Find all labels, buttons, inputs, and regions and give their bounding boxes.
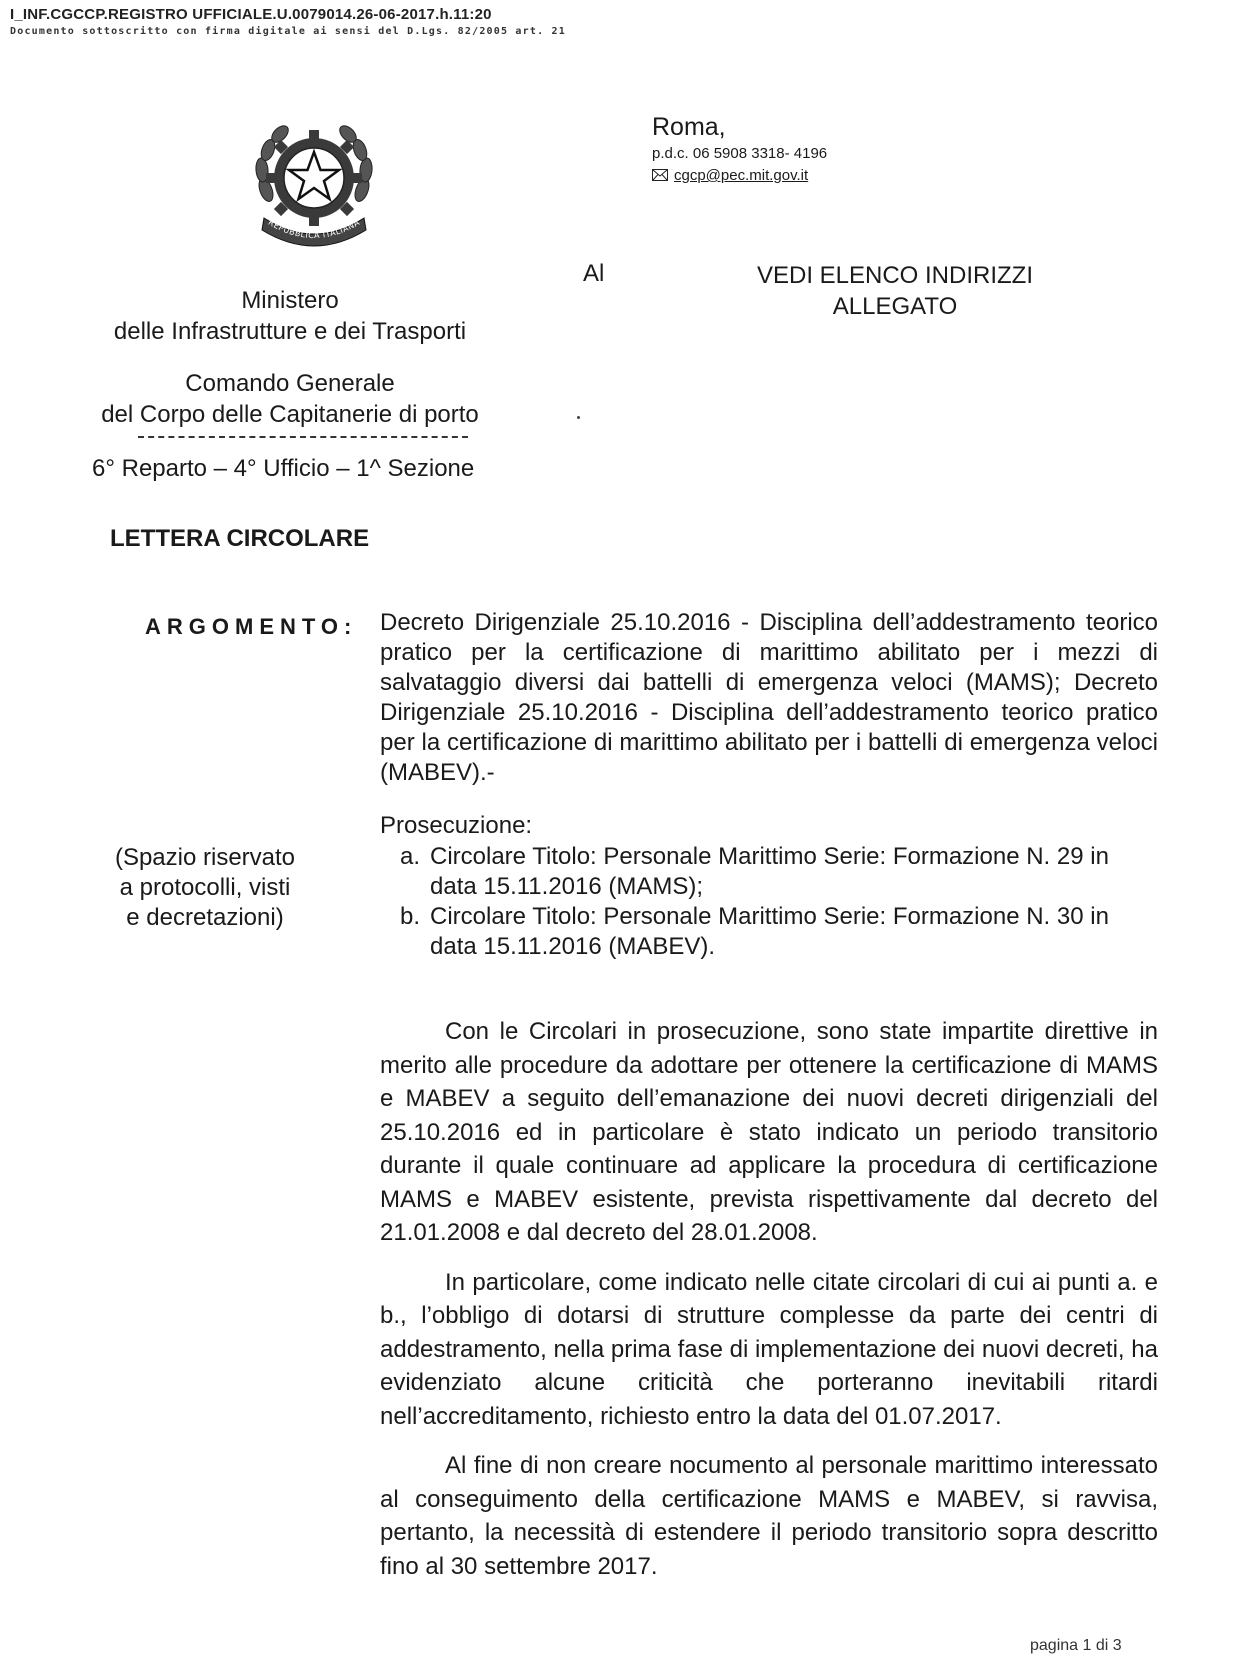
command-line: Comando Generale [185, 370, 395, 397]
ministry-name [70, 285, 510, 347]
digital-signature-note: Documento sottoscritto con firma digitale ai sensi del D.Lgs. 82/2005 art. 21 [10, 26, 566, 37]
page-number: pagina 1 di 3 [1030, 1637, 1122, 1654]
continuation-list [380, 842, 1120, 962]
recipient-block [740, 260, 1050, 322]
body-paragraph: In particolare, come indicato nelle citate circolari di cui ai punti a. e b., l’obbligo di dotarsi di strutture complesse da parte dei centri di addestramento, nella prima fase di implementazione dei nuovi decreti, ha evidenziato alcune criticità che porteranno inevitabili ritardi nell’accreditamento, richiesto entro la data del 01.07.2017. [380, 1268, 1158, 1430]
department-name: 6° Reparto – 4° Ufficio – 1^ Sezione [92, 455, 475, 482]
email-contact [652, 167, 808, 184]
envelope-icon [652, 168, 668, 180]
command-name [70, 368, 510, 430]
city-label: Roma, [652, 113, 726, 141]
list-item-text: Circolare Titolo: Personale Marittimo Serie: Formazione N. 30 in data 15.11.2016 (MABEV). [430, 903, 1109, 960]
list-marker: a. [400, 843, 421, 870]
ministry-line: Ministero [241, 287, 339, 314]
recipient-prefix: Al [583, 260, 605, 287]
reserved-space-line: (Spazio riservato [114, 844, 296, 871]
list-item [380, 842, 1120, 902]
list-item-text: Circolare Titolo: Personale Marittimo Serie: Formazione N. 29 in data 15.11.2016 (MAMS); [430, 843, 1109, 900]
list-marker: b. [400, 903, 421, 930]
list-item [380, 902, 1120, 962]
recipient-line: ALLEGATO [832, 293, 958, 320]
divider [138, 436, 468, 438]
subject-text: Decreto Dirigenziale 25.10.2016 - Disciplina dell’addestramento teorico pratico per la certificazione di marittimo abilitato per i mezzi di salvataggio diversi dai battelli di emergenza veloci (MAMS); Decreto Dirigenziale 25.10.2016 - Disciplina dell’addestramento teorico pratico per la certificazione di marittimo abilitato per i battelli di emergenza veloci (MABEV).- [380, 609, 1158, 786]
recipient-line: VEDI ELENCO INDIRIZZI [756, 262, 1034, 289]
reserved-space-line: e decretazioni) [126, 904, 284, 931]
body-paragraph: Al fine di non creare nocumento al personale marittimo interessato al conseguimento della certificazione MAMS e MABEV, si ravvisa, pertanto, la necessità di estendere il periodo transitorio sopra descritto fino al 30 settembre 2017. [380, 1452, 1158, 1580]
reserved-space-note [95, 843, 315, 933]
stray-dot [577, 416, 580, 419]
email-link[interactable]: cgcp@pec.mit.gov.it [674, 167, 809, 184]
subject-label: ARGOMENTO: [145, 614, 358, 639]
command-line: del Corpo delle Capitanerie di porto [101, 401, 479, 428]
emblem-icon [248, 120, 380, 258]
phone-contact: p.d.c. 06 5908 3318- 4196 [652, 145, 828, 162]
continuation-label: Prosecuzione: [380, 812, 533, 839]
reserved-space-line: a protocolli, visti [119, 874, 291, 901]
letter-body [380, 1015, 1158, 1599]
protocol-stamp: I_INF.CGCCP.REGISTRO UFFICIALE.U.0079014.26-06-2017.h.11:20 [10, 6, 492, 23]
document-type-title: LETTERA CIRCOLARE [110, 525, 370, 552]
svg-text:REPUBBLICA ITALIANA: REPUBBLICA ITALIANA [266, 217, 362, 241]
ministry-line: delle Infrastrutture e dei Trasporti [113, 318, 467, 345]
body-paragraph: Con le Circolari in prosecuzione, sono state impartite direttive in merito alle procedure da adottare per ottenere la certificazione di MAMS e MABEV a seguito dell’emanazione dei nuovi decreti dirigenziali del 25.10.2016 ed in particolare è stato indicato un periodo transitorio durante il quale continuare ad applicare la procedura di certificazione MAMS e MABEV esistente, prevista rispettivamente dal decreto del 21.01.2008 e dal decreto del 28.01.2008. [380, 1018, 1158, 1246]
